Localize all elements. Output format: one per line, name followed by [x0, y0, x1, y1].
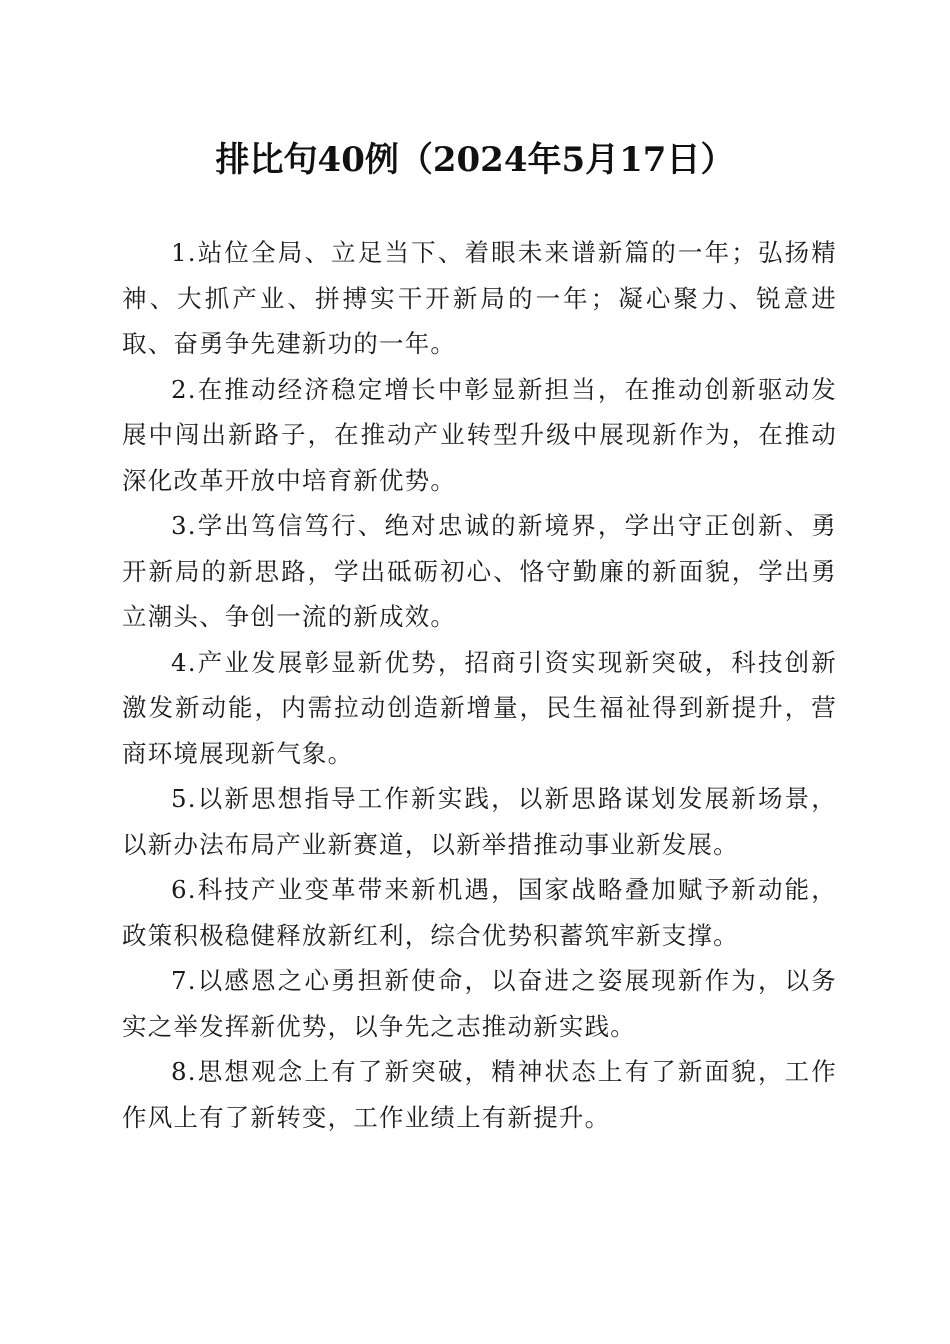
paragraph-3: 3.学出笃信笃行、绝对忠诚的新境界，学出守正创新、勇开新局的新思路，学出砥砺初心、恪守勤廉的新面貌，学出勇立潮头、争创一流的新成效。	[122, 511, 837, 631]
paragraph-6: 6.科技产业变革带来新机遇，国家战略叠加赋予新动能，政策积极稳健释放新红利，综合优势积蓄筑牢新支撑。	[122, 875, 837, 950]
paragraph-5: 5.以新思想指导工作新实践，以新思路谋划发展新场景，以新办法布局产业新赛道，以新举措推动事业新发展。	[122, 784, 837, 859]
document-body	[122, 230, 837, 1140]
paragraph-8: 8.思想观念上有了新突破，精神状态上有了新面貌，工作作风上有了新转变，工作业绩上有新提升。	[122, 1057, 837, 1132]
paragraph-7: 7.以感恩之心勇担新使命，以奋进之姿展现新作为，以务实之举发挥新优势，以争先之志推动新实践。	[122, 966, 837, 1041]
document-title: 排比句40例（2024年5月17日）	[215, 140, 735, 180]
paragraph-2: 2.在推动经济稳定增长中彰显新担当，在推动创新驱动发展中闯出新路子，在推动产业转型升级中展现新作为，在推动深化改革开放中培育新优势。	[122, 374, 837, 495]
paragraph-1: 1.站位全局、立足当下、着眼未来谱新篇的一年；弘扬精神、大抓产业、拼搏实干开新局的一年；凝心聚力、锐意进取、奋勇争先建新功的一年。	[122, 238, 837, 358]
paragraph-4: 4.产业发展彰显新优势，招商引资实现新突破，科技创新激发新动能，内需拉动创造新增量，民生福祉得到新提升，营商环境展现新气象。	[122, 647, 837, 768]
